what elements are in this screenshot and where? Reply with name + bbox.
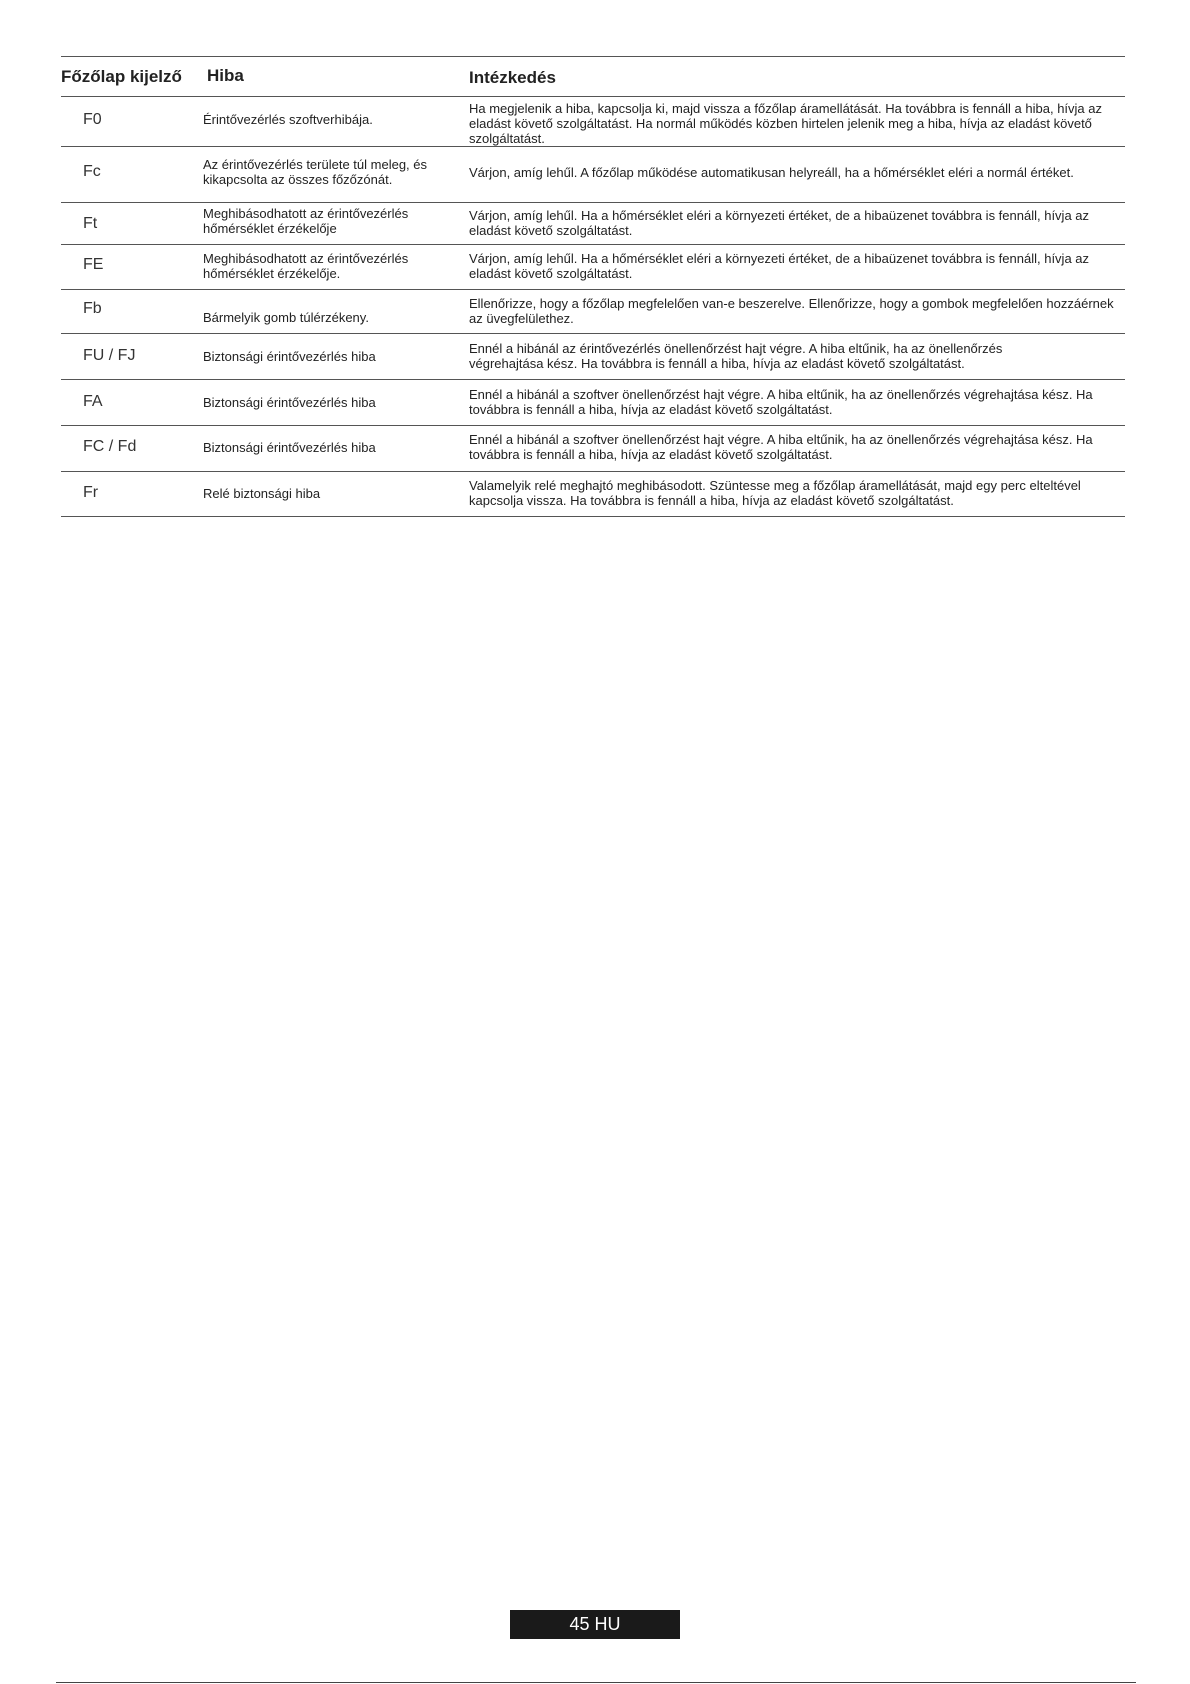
- display-code: FA: [83, 393, 103, 410]
- page-number-badge: 45 HU: [510, 1610, 680, 1639]
- table-row: [61, 472, 1125, 516]
- display-code: Ft: [83, 215, 98, 232]
- header-fault: Hiba: [207, 66, 244, 85]
- fault-text: Meghibásodhatott az érintővezérlés hőmérséklet érzékelője: [203, 206, 409, 236]
- fault-text: Az érintővezérlés területe túl meleg, és kikapcsolta az összes főzőzónát.: [203, 157, 427, 187]
- action-text: Ennél a hibánál az érintővezérlés önellenőrzést hajt végre. A hiba eltűnik, ha az önellenőrzés végrehajtása kész. Ha továbbra is fennáll a hiba, hívja az eladást követő szolgáltatást.: [469, 341, 1003, 371]
- display-code: Fr: [83, 484, 99, 501]
- action-text: Ha megjelenik a hiba, kapcsolja ki, majd vissza a főzőlap áramellátását. Ha továbbra is fennáll a hiba, hívja az eladást követő szolgáltatást. Ha normál működés közben hirtelen jelenik meg a hiba, hívja az eladást követő szolgáltatást.: [469, 101, 1103, 146]
- table-row: [61, 245, 1125, 289]
- table-row: [61, 426, 1125, 471]
- table-row: [61, 380, 1125, 425]
- action-text: Várjon, amíg lehűl. Ha a hőmérséklet eléri a környezeti értéket, de a hibaüzenet továbbra is fennáll, hívja az eladást követő szolgáltatást.: [469, 208, 1090, 238]
- action-text: Valamelyik relé meghajtó meghibásodott. Szüntesse meg a főzőlap áramellátását, majd egy perc elteltével kapcsolja vissza. Ha továbbra is fennáll a hiba, hívja az eladást követő szolgáltatást.: [469, 478, 1081, 508]
- header-display: Főzőlap kijelző: [61, 67, 182, 86]
- action-text: Ennél a hibánál a szoftver önellenőrzést hajt végre. A hiba eltűnik, ha az önellenőrzés végrehajtása kész. Ha továbbra is fennáll a hiba, hívja az eladást követő szolgáltatást.: [469, 432, 1093, 462]
- display-code: Fb: [83, 300, 102, 317]
- display-code: F0: [83, 111, 102, 128]
- fault-text: Érintővezérlés szoftverhibája.: [203, 112, 373, 127]
- display-code: FC / Fd: [83, 438, 137, 455]
- display-code: Fc: [83, 163, 101, 180]
- table-row: [61, 97, 1125, 146]
- display-code: FU / FJ: [83, 347, 136, 364]
- table-bottom-rule: [61, 516, 1125, 517]
- table-row: [61, 334, 1125, 379]
- table-row: [61, 147, 1125, 202]
- header-action: Intézkedés: [469, 68, 556, 87]
- footer-rule: [56, 1682, 1136, 1683]
- action-text: Várjon, amíg lehűl. Ha a hőmérséklet eléri a környezeti értéket, de a hibaüzenet továbbra is fennáll, hívja az eladást követő szolgáltatást.: [469, 251, 1090, 281]
- display-code: FE: [83, 256, 104, 273]
- fault-text: Biztonsági érintővezérlés hiba: [203, 440, 376, 455]
- table-header: [61, 56, 1125, 97]
- fault-text: Bármelyik gomb túlérzékeny.: [203, 310, 369, 325]
- action-text: Várjon, amíg lehűl. A főzőlap működése automatikusan helyreáll, ha a hőmérséklet eléri a normál értéket.: [469, 165, 1074, 180]
- table-row: [61, 203, 1125, 244]
- action-text: Ellenőrizze, hogy a főzőlap megfelelően van-e beszerelve. Ellenőrizze, hogy a gombok megfelelően hozzáérnek az üvegfelülethez.: [469, 296, 1114, 326]
- fault-text: Biztonsági érintővezérlés hiba: [203, 349, 376, 364]
- fault-text: Relé biztonsági hiba: [203, 486, 321, 501]
- fault-text: Biztonsági érintővezérlés hiba: [203, 395, 376, 410]
- table-row: [61, 290, 1125, 333]
- fault-text: Meghibásodhatott az érintővezérlés hőmérséklet érzékelője.: [203, 251, 409, 281]
- action-text: Ennél a hibánál a szoftver önellenőrzést hajt végre. A hiba eltűnik, ha az önellenőrzés végrehajtása kész. Ha továbbra is fennáll a hiba, hívja az eladást követő szolgáltatást.: [469, 387, 1093, 417]
